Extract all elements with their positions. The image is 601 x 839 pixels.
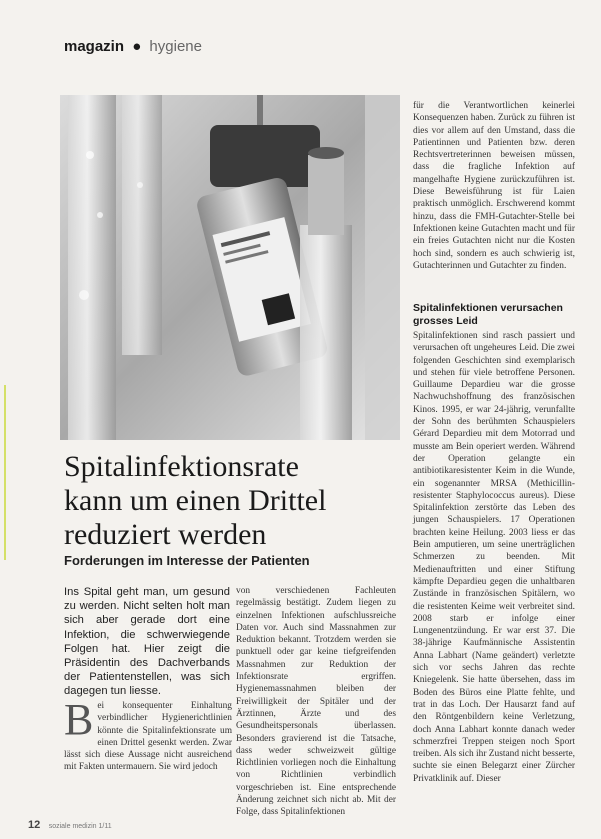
body-column-3-bottom: Spitalinfektionen sind rasch passiert und verursachen oft ungeheures Leid. Die zwei folgenden Geschichten sind exemplarisch und stehen für viele betroffene Personen. Guillaume Depardieu war die grosse Nachwuchshoffnung des französischen Kinos. 1995, er war 24-jährig, verunfallte der Sohn des berühmten Schauspielers Gérard Depardieu mit dem Motorrad und musste am Bein operiert werden. Während der Operation gelangte ein antibiotikaresistenter Keim in die Wunde, ein sogenannter MRSA (Methicillin-resistenter Staphylococcus aureus). Diese Spitalinfektion zerstörte das Leben des jungen Schauspielers. 17 Operationen brachten keine Heilung. 2003 liess er das Bein amputieren, um seine unerträglichen Schmerzen zu beenden. Mit Medienauftritten und einer Stiftung kämpfte Depardieu gegen die unhaltbaren Zustände in französischen Spitälern, wo die resistenten Keime weit verbreitet sind. 2008 starb er infolge einer Lungenentzündung. Er war erst 37. Die 38-jährige Kaufmännische Assistentin Anna Labhart (Name geändert) verletzte sich vor sechs Jahren das rechte Kniegelenk. Sie hatte übersehen, dass im Boden des Büros eine Platte fehlte, und trat in das Loch. Der Hausarzt fand auf den Röntgenbildern keine Verletzung, doch Anna Labhart konnte danach weder schmerzfrei Treppen steigen noch Sport treiben. Als sich ihr Zustand nicht besserte, suchte sie einen Belegarzt einer Zürcher Privatklinik auf. Dieser — [413, 331, 575, 784]
article-subtitle: Forderungen im Interesse der Patienten — [64, 553, 310, 568]
section-label: magazin — [64, 38, 125, 55]
body-column-2: von verschiedenen Fachleuten regelmässig bestätigt. Zudem liegen zu einzelnen Infektionen aufschlussreiche Daten vor. Auch sind Massnahmen zur Reduktion bekannt. Trotzdem werden sie punktuell oder gar keine tiefgreifenden Massnahmen zur Reduktion der Infektionsrate ergriffen. Hygienemassnahmen bleiben der Freiwilligkeit der Spitäler und der Ärztinnen, Ärzte und des Gesundheitspersonals überlassen. Besonders gravierend ist die Tatsache, dass weder schweizweit gültige Richtlinien vorliegen noch die Einhaltung von Richtlinien verbindlich vorgeschrieben ist. Eine entsprechende Änderung zeichnet sich nicht ab. Mit der Folge, dass Spitalinfektionen — [236, 586, 396, 818]
article-lead: Ins Spital geht man, um gesund zu werden. Nicht selten holt man sich aber gerade dort eine Infektion, die schwerwiegende Folgen hat. Hier zeigt die Präsidentin des Dachverbands der Patientenstellen, was sich dagegen tun liesse. — [64, 586, 230, 698]
section-subheading: Spitalinfektionen verursachen grosses Leid — [413, 302, 563, 327]
body-column-3-top: für die Verantwortlichen keinerlei Konsequenzen haben. Zurück zu führen ist dies vor allem auf den Umstand, dass die Patientinnen und Patienten bzw. deren Rechtsvertreterinnen beweisen müssen, dass die fragliche Infektion auf mangelhafte Hygiene zurückzuführen ist. Diese Beweisführung ist für Laien praktisch unmöglich. Erschwerend kommt hinzu, dass die FMH-Gutachter-Stelle bei Infektionen keine Gutachten macht und für ein freies Gutachten nicht nur die Kosten hoch sind, sondern es auch schwierig ist, Gutachterinnen und Gutachter zu finden. — [413, 101, 575, 271]
running-header — [64, 38, 202, 55]
page-number: 12 — [28, 819, 41, 831]
body-column-1-text: ei konsequenter Einhaltung verbindlicher Hygienerichtlinien könnte die Spitalinfektionsrate um einen Drittel gesenkt werden. Zwar lässt sich diese Aussage nicht ausreichend mit Fakten untermauern. Sie wird jedoch — [64, 701, 232, 773]
page-footer — [28, 815, 112, 833]
bullet-separator: ● — [132, 38, 142, 55]
article-title: Spitalinfektionsrate kann um einen Drittel reduziert werden — [64, 450, 327, 551]
body-column-1 — [64, 695, 232, 774]
infusion-bottles-image — [60, 95, 400, 440]
margin-accent-line — [4, 385, 6, 560]
topic-label: hygiene — [149, 38, 202, 55]
publication-name: soziale medizin 1/11 — [48, 823, 112, 830]
drop-cap: B — [64, 695, 94, 744]
article-photo — [60, 95, 400, 440]
